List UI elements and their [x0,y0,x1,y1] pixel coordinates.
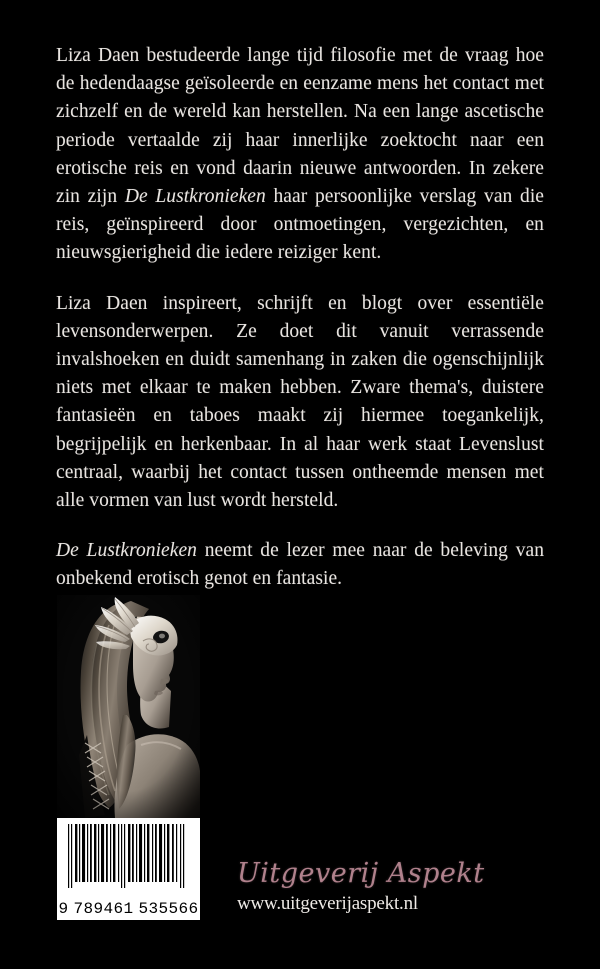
isbn-barcode [57,818,200,920]
blurb-text-block [56,42,544,594]
barcode-bars [63,824,194,888]
blurb-paragraph-1-tail: haar persoonlijke verslag van die reis, geïnspireerd door ontmoetingen, vergezichten, en nieuwsgierigheid die iedere reiziger kent. [56,186,544,264]
publisher-block [237,858,527,916]
blurb-paragraph-3-tail: neemt de lezer mee naar de beleving van onbekend erotisch genot en fantasie. [56,540,544,590]
barcode-digit-group-2: 535566 [138,900,199,918]
blurb-paragraph-2-text: Liza Daen inspireert, schrijft en blogt over essentiële levensonderwerpen. Ze doet dit vanuit verrassende invalshoeken en duidt samenhang in zaken die ogenschijnlijk niets met elkaar te maken hebben. Zware thema's, duistere fantasieën en taboes maakt zij hiermee toegankelijk, begrijpelijk en herkenbaar. In al haar werk staat Levenslust centraal, waarbij het contact tussen ontheemde mensen met alle vormen van lust wordt hersteld. [56,292,544,512]
publisher-website-url: www.uitgeverijaspekt.nl [237,893,418,914]
author-portrait-image [57,595,200,818]
blurb-paragraph-3 [56,537,544,593]
blurb-paragraph-1-lead: Liza Daen bestudeerde lange tijd filosofie met de vraag hoe de hedendaagse geïsoleerde en eenzame mens het contact met zichzelf en de wereld kan herstellen. Na een lange ascetische periode vertaalde zij haar innerlijke zoektocht naar een erotische reis en vond daarin nieuwe antwoorden. In zekere zin zijn [56,45,544,208]
blurb-paragraph-1 [56,42,544,268]
barcode-digit-group-1: 789461 [73,900,134,918]
barcode-digit-prefix: 9 [58,900,69,918]
book-title-mention-1: De Lustkronieken [124,186,266,208]
book-title-mention-2: De Lustkronieken [56,540,197,562]
publisher-logo: Uitgeverij Aspekt [237,858,485,889]
barcode-digits [58,888,199,918]
blurb-paragraph-2 [56,290,544,516]
